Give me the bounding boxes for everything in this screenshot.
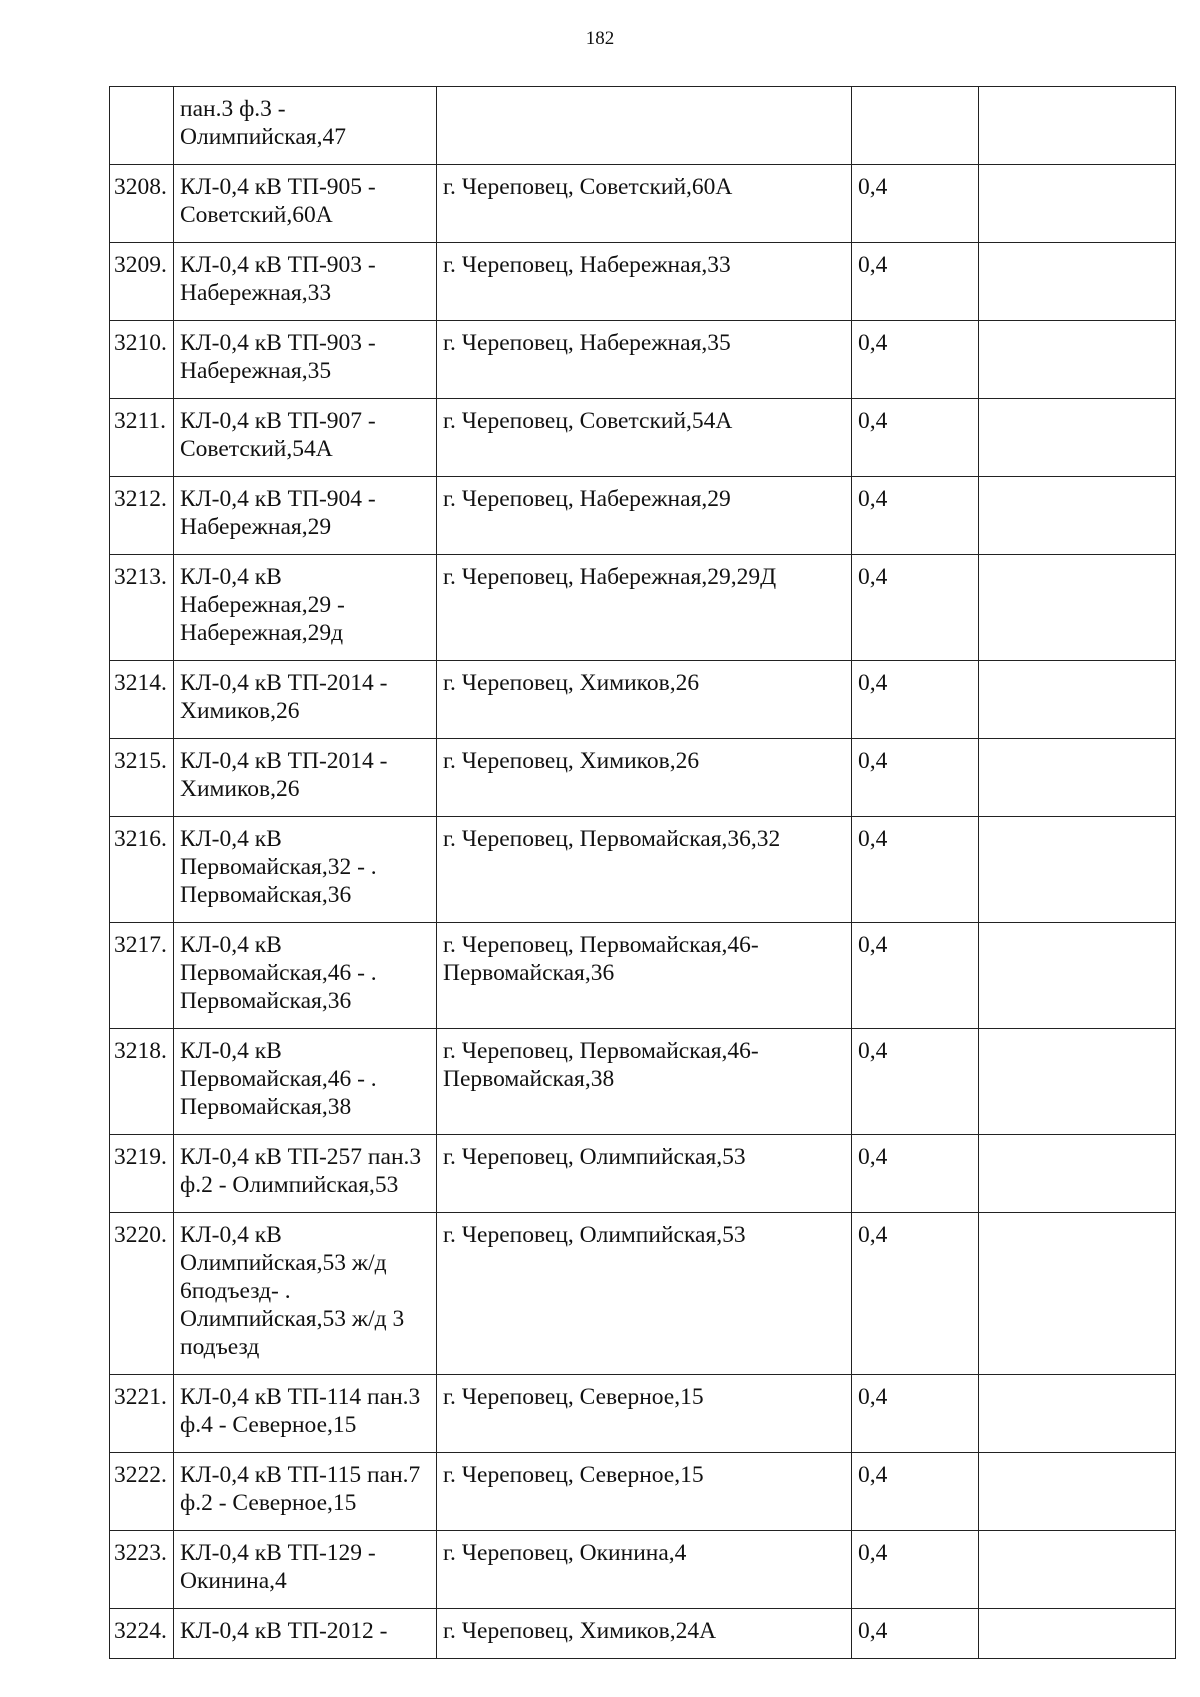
voltage-cell: 0,4 [852, 1531, 979, 1609]
row-number-cell: 3215. [110, 739, 174, 817]
cable-line-name-cell: КЛ-0,4 кВ Первомайская,46 - . Первомайская,36 [174, 923, 437, 1029]
voltage-cell: 0,4 [852, 321, 979, 399]
page-number: 182 [585, 28, 615, 49]
table-body [110, 87, 1176, 1659]
empty-cell [979, 739, 1176, 817]
empty-cell [979, 1609, 1176, 1659]
table-row [110, 1609, 1176, 1659]
cable-line-name-cell: КЛ-0,4 кВ ТП-2014 - Химиков,26 [174, 739, 437, 817]
empty-cell [979, 243, 1176, 321]
cable-line-name-cell: КЛ-0,4 кВ ТП-129 - Окинина,4 [174, 1531, 437, 1609]
row-number-cell: 3208. [110, 165, 174, 243]
cable-line-name-cell: КЛ-0,4 кВ ТП-903 - Набережная,33 [174, 243, 437, 321]
empty-cell [979, 87, 1176, 165]
table-row [110, 1375, 1176, 1453]
voltage-cell: 0,4 [852, 923, 979, 1029]
address-cell: г. Череповец, Химиков,26 [437, 739, 852, 817]
empty-cell [979, 817, 1176, 923]
empty-cell [979, 555, 1176, 661]
row-number-cell: 3217. [110, 923, 174, 1029]
row-number-cell: 3209. [110, 243, 174, 321]
row-number-cell: 3212. [110, 477, 174, 555]
address-cell: г. Череповец, Северное,15 [437, 1453, 852, 1531]
row-number-cell: 3216. [110, 817, 174, 923]
address-cell: г. Череповец, Набережная,29 [437, 477, 852, 555]
table-row [110, 1531, 1176, 1609]
cable-line-name-cell: КЛ-0,4 кВ ТП-907 - Советский,54А [174, 399, 437, 477]
row-number-cell: 3220. [110, 1213, 174, 1375]
cable-line-name-cell: КЛ-0,4 кВ ТП-257 пан.3 ф.2 - Олимпийская,53 [174, 1135, 437, 1213]
voltage-cell: 0,4 [852, 555, 979, 661]
voltage-cell: 0,4 [852, 477, 979, 555]
cable-line-name-cell: КЛ-0,4 кВ ТП-2012 - [174, 1609, 437, 1659]
voltage-cell: 0,4 [852, 817, 979, 923]
address-cell: г. Череповец, Набережная,33 [437, 243, 852, 321]
address-cell: г. Череповец, Химиков,26 [437, 661, 852, 739]
table-row [110, 243, 1176, 321]
voltage-cell: 0,4 [852, 1453, 979, 1531]
voltage-cell: 0,4 [852, 399, 979, 477]
voltage-cell: 0,4 [852, 1029, 979, 1135]
voltage-cell: 0,4 [852, 1609, 979, 1659]
address-cell: г. Череповец, Олимпийская,53 [437, 1135, 852, 1213]
voltage-cell: 0,4 [852, 1135, 979, 1213]
cable-line-name-cell: КЛ-0,4 кВ ТП-903 - Набережная,35 [174, 321, 437, 399]
table-row [110, 399, 1176, 477]
row-number-cell: 3223. [110, 1531, 174, 1609]
empty-cell [979, 1375, 1176, 1453]
row-number-cell: 3210. [110, 321, 174, 399]
table-row [110, 321, 1176, 399]
row-number-cell: 3211. [110, 399, 174, 477]
table-row [110, 1135, 1176, 1213]
address-cell: г. Череповец, Советский,60А [437, 165, 852, 243]
voltage-cell: 0,4 [852, 243, 979, 321]
row-number-cell [110, 87, 174, 165]
voltage-cell: 0,4 [852, 739, 979, 817]
address-cell: г. Череповец, Советский,54А [437, 399, 852, 477]
voltage-cell: 0,4 [852, 1375, 979, 1453]
empty-cell [979, 1453, 1176, 1531]
cable-line-name-cell: КЛ-0,4 кВ Олимпийская,53 ж/д 6подъезд- . Олимпийская,53 ж/д 3 подъезд [174, 1213, 437, 1375]
voltage-cell: 0,4 [852, 165, 979, 243]
address-cell: г. Череповец, Первомайская,46- Первомайская,38 [437, 1029, 852, 1135]
address-cell [437, 87, 852, 165]
cable-line-name-cell: КЛ-0,4 кВ ТП-905 - Советский,60А [174, 165, 437, 243]
table-row [110, 739, 1176, 817]
empty-cell [979, 1531, 1176, 1609]
cable-line-name-cell: КЛ-0,4 кВ ТП-904 - Набережная,29 [174, 477, 437, 555]
address-cell: г. Череповец, Первомайская,46- Первомайская,36 [437, 923, 852, 1029]
row-number-cell: 3221. [110, 1375, 174, 1453]
table-row [110, 817, 1176, 923]
address-cell: г. Череповец, Окинина,4 [437, 1531, 852, 1609]
table-row [110, 1453, 1176, 1531]
row-number-cell: 3219. [110, 1135, 174, 1213]
cable-line-name-cell: КЛ-0,4 кВ Первомайская,46 - . Первомайская,38 [174, 1029, 437, 1135]
address-cell: г. Череповец, Набережная,35 [437, 321, 852, 399]
row-number-cell: 3213. [110, 555, 174, 661]
cable-line-name-cell: КЛ-0,4 кВ ТП-2014 - Химиков,26 [174, 661, 437, 739]
empty-cell [979, 399, 1176, 477]
registry-table [109, 86, 1176, 1659]
address-cell: г. Череповец, Олимпийская,53 [437, 1213, 852, 1375]
row-number-cell: 3214. [110, 661, 174, 739]
empty-cell [979, 1135, 1176, 1213]
row-number-cell: 3222. [110, 1453, 174, 1531]
address-cell: г. Череповец, Первомайская,36,32 [437, 817, 852, 923]
address-cell: г. Череповец, Северное,15 [437, 1375, 852, 1453]
empty-cell [979, 321, 1176, 399]
table-row [110, 477, 1176, 555]
row-number-cell: 3224. [110, 1609, 174, 1659]
empty-cell [979, 1029, 1176, 1135]
empty-cell [979, 661, 1176, 739]
cable-line-name-cell: КЛ-0,4 кВ Набережная,29 - Набережная,29д [174, 555, 437, 661]
voltage-cell: 0,4 [852, 661, 979, 739]
table-row [110, 923, 1176, 1029]
empty-cell [979, 165, 1176, 243]
row-number-cell: 3218. [110, 1029, 174, 1135]
voltage-cell: 0,4 [852, 1213, 979, 1375]
cable-line-name-cell: КЛ-0,4 кВ Первомайская,32 - . Первомайская,36 [174, 817, 437, 923]
empty-cell [979, 477, 1176, 555]
table-row [110, 1029, 1176, 1135]
table-row [110, 661, 1176, 739]
empty-cell [979, 1213, 1176, 1375]
cable-line-name-cell: пан.3 ф.3 - Олимпийская,47 [174, 87, 437, 165]
voltage-cell [852, 87, 979, 165]
cable-line-name-cell: КЛ-0,4 кВ ТП-115 пан.7 ф.2 - Северное,15 [174, 1453, 437, 1531]
table-row [110, 555, 1176, 661]
table-row [110, 165, 1176, 243]
cable-line-name-cell: КЛ-0,4 кВ ТП-114 пан.3 ф.4 - Северное,15 [174, 1375, 437, 1453]
address-cell: г. Череповец, Химиков,24А [437, 1609, 852, 1659]
table-row [110, 87, 1176, 165]
empty-cell [979, 923, 1176, 1029]
table-row [110, 1213, 1176, 1375]
address-cell: г. Череповец, Набережная,29,29Д [437, 555, 852, 661]
